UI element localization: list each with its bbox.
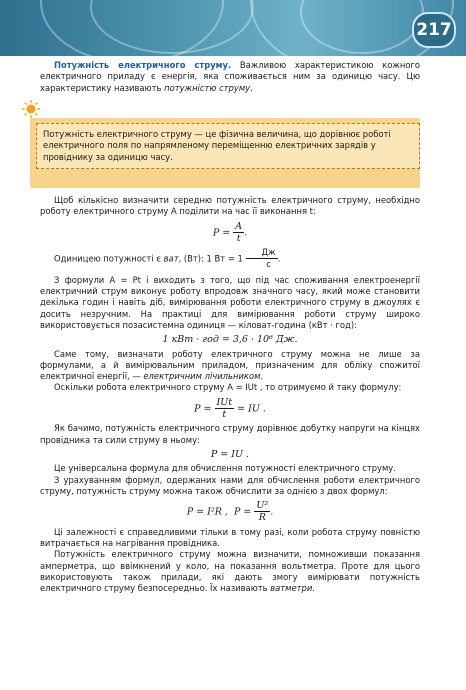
formula-power-work	[40, 221, 420, 245]
fraction-denominator: t	[236, 232, 241, 244]
punctuation: .	[250, 82, 253, 93]
term-wattmeter: ватметри	[270, 583, 313, 594]
paragraph-product: Як бачимо, потужність електричного струму дорівнює добутку напруги на кінцях провідника та сили струму в ньому:	[40, 423, 420, 445]
paragraph-text: Важливою характеристикою кожного електричного приладу є енергія, яка споживається ним за одиницю часу. Цю характеристику називають	[40, 60, 420, 93]
fraction-numerator: A	[235, 220, 243, 232]
fraction	[233, 221, 244, 245]
paragraph-text: Саме тому, визначати роботу електричного струму можна не лише за формулами, а й вимірювальним приладом, призначеним для обліку спожитої електричної енергії, —	[40, 348, 420, 382]
fraction-denominator: t	[222, 409, 227, 421]
text-block-top	[40, 60, 420, 94]
paragraph-average-power: Щоб кількісно визначити середню потужність електричного струму, необхідно роботу електричного струму A поділити на час її виконання t:	[40, 195, 420, 217]
paragraph-text: Потужність електричного струму можна визначити, помноживши показання амперметра, що ввімкнений у коло, на показання вольтметра. Проте для цього використовують також прилади, які дають змогу вимірювати потужність електричного струму безпосередньо. Їх називають	[40, 549, 420, 594]
formula-lhs: P =	[212, 226, 231, 238]
formula-lhs: P =	[194, 403, 212, 415]
fraction-denominator: R	[258, 512, 266, 524]
term-electric-meter: електричним лічильником	[143, 371, 261, 382]
paragraph-two-formulas: З урахуванням формул, одержаних нами для обчислення роботи електричного струму, потужність струму можна також обчислити за однією з двох формул:	[40, 474, 420, 496]
punctuation: .	[270, 506, 274, 518]
paragraph-kwh: З формули A = Pt і виходить з того, що під час споживання електроенергії електричний струм виконує роботу впродовж значного часу, який може становити декілька годин і навіть діб, вимірювання роботи електричного струму в джоулях є досить незручним. На практиці для вимірювання роботи струму широко використовується позасистемна одиниця — кіловат-година (кВт · год):	[40, 274, 420, 330]
formula-p-iut	[40, 397, 420, 421]
fraction	[254, 500, 270, 524]
formula-p-iu: P = IU .	[210, 448, 250, 460]
paragraph-universal: Це універсальна формула для обчислення потужності електричного струму.	[54, 463, 396, 474]
punctuation: .	[312, 583, 315, 594]
punctuation: .	[277, 253, 281, 264]
fraction-denominator: с	[266, 259, 271, 270]
definition-box	[36, 123, 420, 169]
formula-i2r: P = I²R ,	[186, 506, 228, 518]
punctuation: .	[260, 371, 264, 382]
definition-text: Потужність електричного струму — це фізична величина, що дорівнює роботі електричного поля по напрямленому переміщенню електричних зарядів у провіднику за одиницю часу.	[43, 129, 391, 162]
paragraph-meter	[40, 349, 420, 383]
page-header-banner	[0, 0, 466, 56]
paragraph-heating: Ці залежності є справедливими тільки в тому разі, коли робота струму повністю витрачається на нагрівання провідника.	[40, 526, 420, 549]
formula-kwh: 1 кВт · год = 3,6 · 10⁶ Дж.	[162, 334, 298, 346]
formula-rhs: = IU .	[237, 403, 266, 415]
paragraph-wattmeter	[40, 549, 420, 594]
term-watt: ват	[163, 253, 179, 264]
paragraph-intro	[40, 60, 420, 94]
paragraph-text: Одиницею потужності є	[54, 253, 164, 264]
fraction	[215, 397, 235, 421]
punctuation: .	[244, 226, 248, 238]
formula-lhs: P =	[233, 506, 252, 518]
fraction-numerator: Дж	[246, 247, 278, 259]
fraction-numerator: U²	[256, 500, 269, 512]
page-number: 217	[412, 12, 456, 48]
text-block-main	[40, 195, 420, 595]
paragraph-unit	[40, 247, 420, 271]
paragraph-text: , (Вт): 1 Вт = 1	[178, 253, 246, 264]
term-power-italic: потужністю струму	[164, 82, 251, 93]
fraction	[246, 247, 278, 271]
term-power: Потужність електричного струму.	[54, 60, 232, 70]
formula-i2r-u2r	[40, 500, 420, 524]
sun-icon	[22, 100, 40, 118]
paragraph-iut: Оскільки робота електричного струму A = IUt , то отримуємо й таку формулу:	[54, 382, 402, 393]
fraction-numerator: IUt	[216, 396, 233, 408]
